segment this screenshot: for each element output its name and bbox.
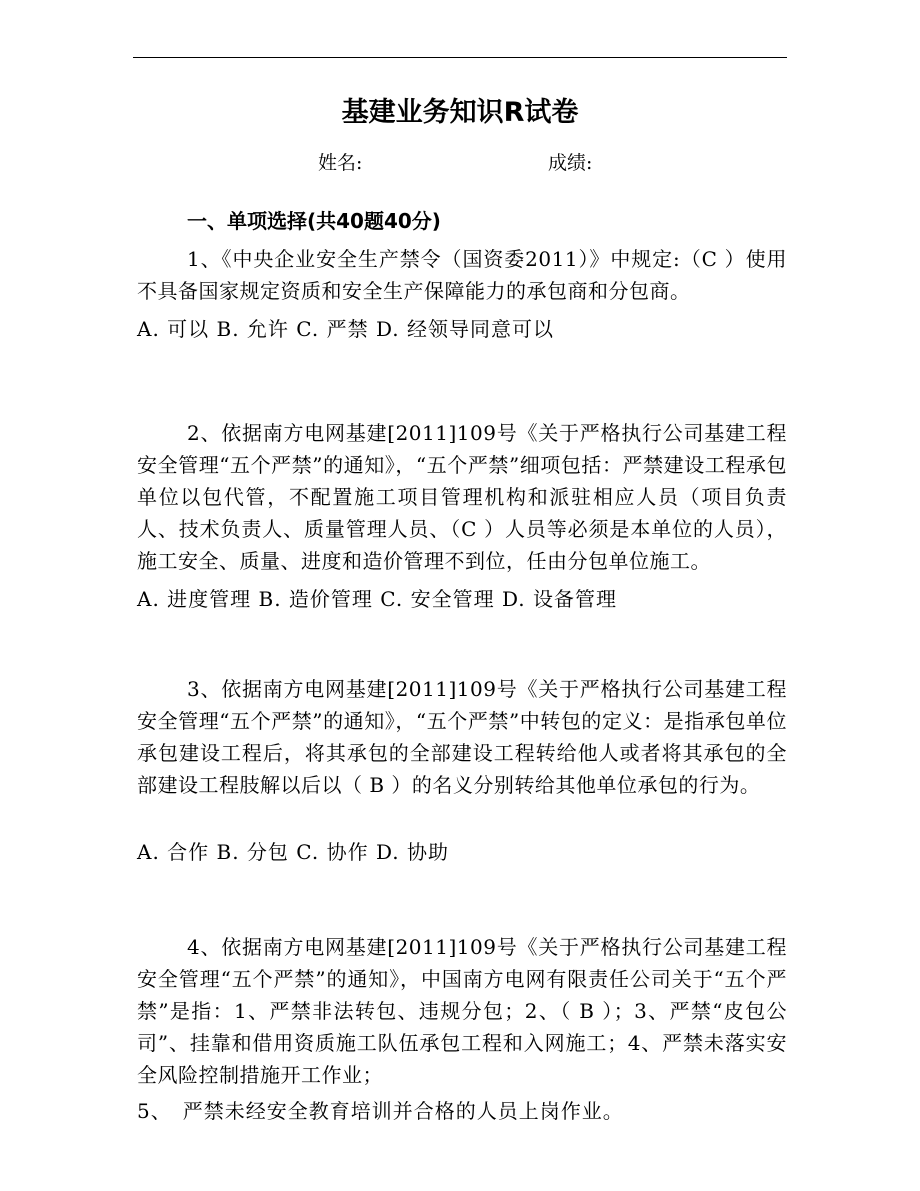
header-rule	[133, 57, 787, 58]
question-4	[137, 931, 787, 1127]
question-text: 3、依据南方电网基建[2011]109号《关于严格执行公司基建工程安全管理“五个严禁”的通知》，“五个严禁”中转包的定义：是指承包单位承包建设工程后，将其承包的全部建设工程转给他人或者将其承包的全部建设工程肢解以后以（ B ）的名义分别转给其他单位承包的行为。	[137, 677, 787, 797]
question-tail: 5、 严禁未经安全教育培训并合格的人员上岗作业。	[137, 1099, 624, 1123]
question-text: 4、依据南方电网基建[2011]109号《关于严格执行公司基建工程安全管理“五个严禁”的通知》，中国南方电网有限责任公司关于“五个严禁”是指：1、严禁非法转包、违规分包；2、（ B ）；3、严禁“皮包公司”、挂靠和借用资质施工队伍承包工程和入网施工；4、严禁未落实安全风险控制措施开工作业；	[137, 935, 787, 1087]
question-text: 1、《中央企业安全生产禁令（国资委2011）》中规定:（C ）使用不具备国家规定资质和安全生产保障能力的承包商和分包商。	[137, 247, 787, 303]
page-title: 基建业务知识R试卷	[341, 97, 579, 128]
question-1	[137, 243, 787, 345]
question-2	[137, 417, 787, 615]
question-text: 2、依据南方电网基建[2011]109号《关于严格执行公司基建工程安全管理“五个严禁”的通知》，“五个严禁”细项包括：严禁建设工程承包单位以包代管，不配置施工项目管理机构和派驻相应人员（项目负责人、技术负责人、质量管理人员、（C ）人员等必须是本单位的人员），施工安全、质量、进度和造价管理不到位，任由分包单位施工。	[137, 421, 787, 573]
section-heading: 一、单项选择(共40题40分)	[187, 209, 441, 233]
score-label: 成绩:	[548, 152, 593, 174]
question-options: A. 可以 B. 允许 C. 严禁 D. 经领导同意可以	[137, 317, 554, 341]
question-3	[137, 673, 787, 868]
name-label: 姓名:	[318, 152, 363, 174]
question-options: A. 合作 B. 分包 C. 协作 D. 协助	[137, 840, 449, 864]
question-options: A. 进度管理 B. 造价管理 C. 安全管理 D. 设备管理	[137, 587, 617, 611]
